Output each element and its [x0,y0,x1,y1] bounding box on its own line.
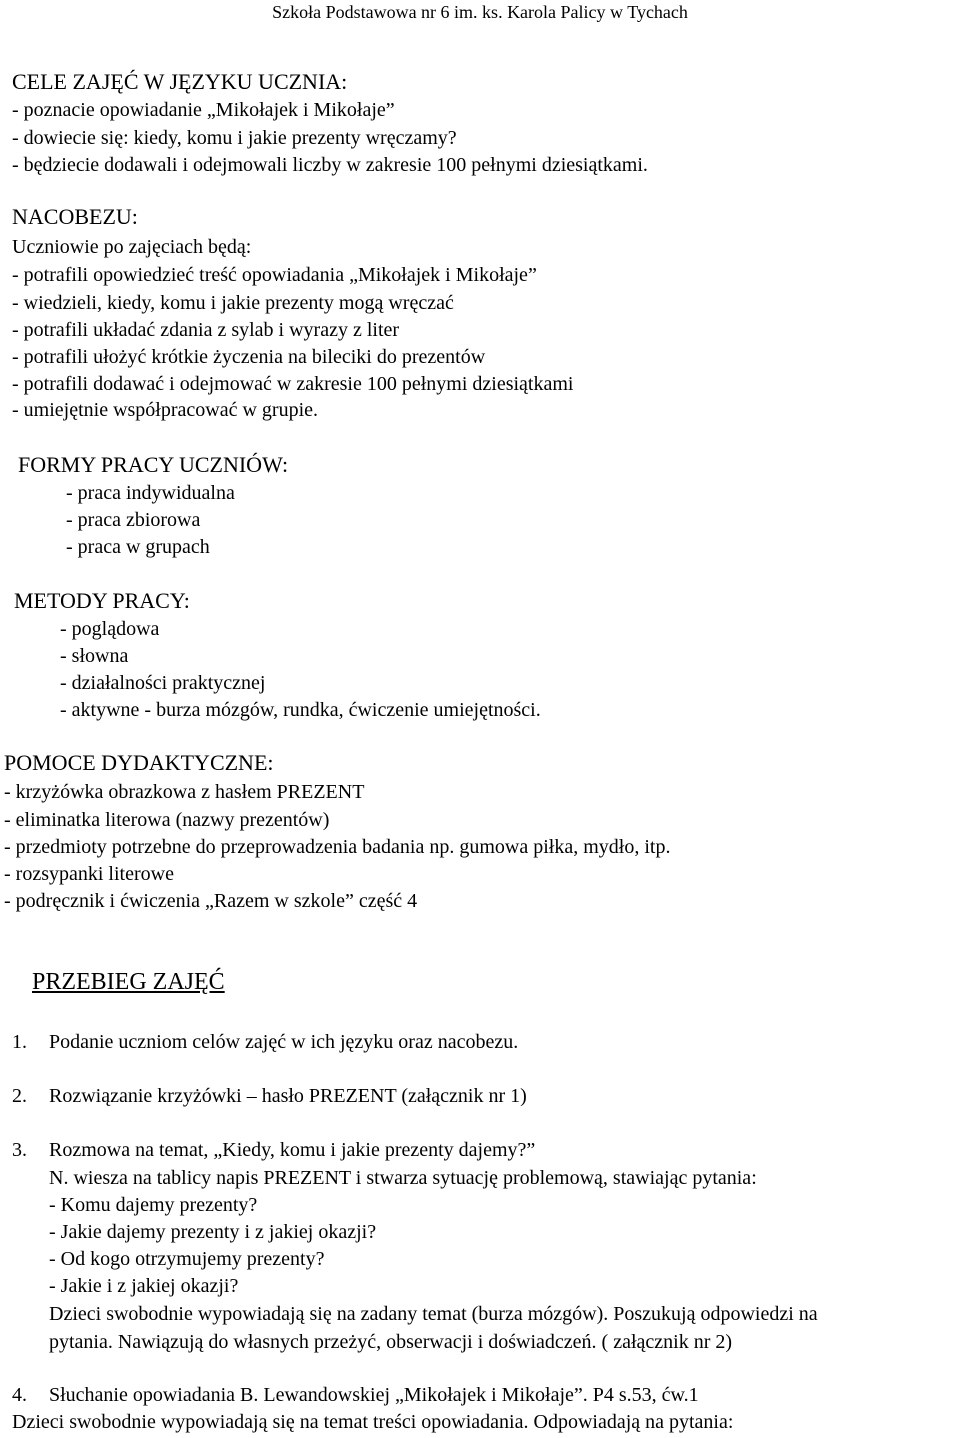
step-number: 3. [12,1139,27,1161]
methods-heading: METODY PRACY: [14,588,190,613]
nacobezu-item: - umiejętnie współpracować w grupie. [12,399,319,421]
nacobezu-item: - potrafili ułożyć krótkie życzenia na bileciki do prezentów [12,346,486,368]
step3-line: - Od kogo otrzymujemy prezenty? [49,1248,325,1270]
step-text: Rozwiązanie krzyżówki – hasło PREZENT (załącznik nr 1) [49,1085,527,1107]
forms-item: - praca zbiorowa [66,509,201,531]
goal-item: - będziecie dodawali i odejmowali liczby w zakresie 100 pełnymi dziesiątkami. [12,154,648,176]
aids-item: - przedmioty potrzebne do przeprowadzenia badania np. gumowa piłka, mydło, itp. [4,836,671,858]
aids-heading: POMOCE DYDAKTYCZNE: [4,750,274,775]
step3-line: - Jakie dajemy prezenty i z jakiej okazji? [49,1221,377,1243]
step4-line: Dzieci swobodnie wypowiadają się na temat treści opowiadania. Odpowiadają na pytania: [12,1411,734,1433]
forms-item: - praca indywidualna [66,482,235,504]
step-number: 2. [12,1085,27,1107]
goal-item: - dowiecie się: kiedy, komu i jakie prezenty wręczamy? [12,127,457,149]
methods-item: - aktywne - burza mózgów, rundka, ćwiczenie umiejętności. [60,699,541,721]
step3-line: N. wiesza na tablicy napis PREZENT i stwarza sytuację problemową, stawiając pytania: [49,1167,757,1189]
nacobezu-item: - potrafili układać zdania z sylab i wyrazy z liter [12,319,400,341]
course-heading: PRZEBIEG ZAJĘĆ [32,969,225,995]
step3-line: Dzieci swobodnie wypowiadają się na zadany temat (burza mózgów). Poszukują odpowiedzi na [49,1303,818,1325]
nacobezu-item: - potrafili dodawać i odejmować w zakresie 100 pełnymi dziesiątkami [12,373,574,395]
nacobezu-intro: Uczniowie po zajęciach będą: [12,236,252,258]
aids-item: - krzyżówka obrazkowa z hasłem PREZENT [4,781,365,803]
methods-item: - poglądowa [60,618,160,640]
page-header: Szkoła Podstawowa nr 6 im. ks. Karola Palicy w Tychach [272,2,688,22]
step3-line: pytania. Nawiązują do własnych przeżyć, obserwacji i doświadczeń. ( załącznik nr 2) [49,1331,733,1353]
step-text: Podanie uczniom celów zajęć w ich języku oraz nacobezu. [49,1031,519,1053]
nacobezu-item: - potrafili opowiedzieć treść opowiadania „Mikołajek i Mikołaje” [12,264,537,286]
methods-item: - działalności praktycznej [60,672,266,694]
step-number: 4. [12,1384,27,1406]
step-number: 1. [12,1031,27,1053]
step3-line: - Jakie i z jakiej okazji? [49,1275,239,1297]
goal-item: - poznacie opowiadanie „Mikołajek i Mikołaje” [12,99,395,121]
aids-item: - podręcznik i ćwiczenia „Razem w szkole” część 4 [4,890,418,912]
nacobezu-item: - wiedzieli, kiedy, komu i jakie prezenty mogą wręczać [12,292,454,314]
step3-line: - Komu dajemy prezenty? [49,1194,258,1216]
methods-item: - słowna [60,645,129,667]
step-text: Słuchanie opowiadania B. Lewandowskiej „Mikołajek i Mikołaje”. P4 s.53, ćw.1 [49,1384,699,1406]
aids-item: - eliminatka literowa (nazwy prezentów) [4,809,330,831]
forms-heading: FORMY PRACY UCZNIÓW: [18,452,289,477]
step-text: Rozmowa na temat, „Kiedy, komu i jakie prezenty dajemy?” [49,1139,536,1161]
aids-item: - rozsypanki literowe [4,863,174,885]
forms-item: - praca w grupach [66,536,210,558]
nacobezu-heading: NACOBEZU: [12,204,138,229]
goals-heading: CELE ZAJĘĆ W JĘZYKU UCZNIA: [12,69,348,94]
